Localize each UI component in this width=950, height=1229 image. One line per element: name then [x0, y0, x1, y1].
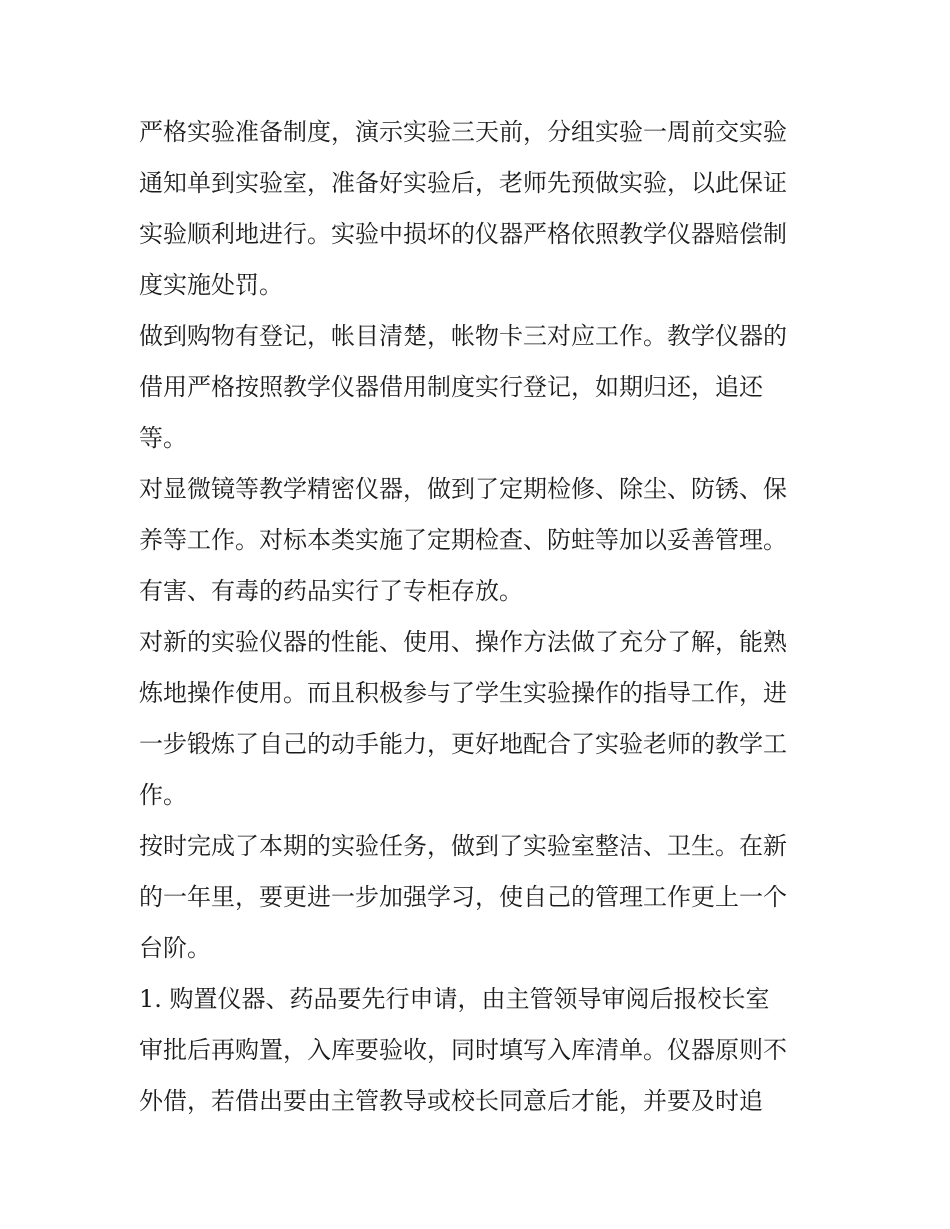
- text-line: 按时完成了本期的实验任务，做到了实验室整洁、卫生。在新: [139, 832, 787, 860]
- text-line: 做到购物有登记，帐目清楚，帐物卡三对应工作。教学仪器的: [139, 322, 787, 350]
- text-line: 作。: [139, 781, 187, 809]
- text-line: 对显微镜等教学精密仪器，做到了定期检修、除尘、防锈、保: [139, 475, 787, 503]
- text-line: 审批后再购置，入库要验收，同时填写入库清单。仪器原则不: [139, 1036, 787, 1064]
- paragraph-task-completion: [139, 821, 819, 974]
- paragraph-new-instruments: [139, 617, 819, 821]
- text-line: 台阶。: [139, 934, 211, 962]
- text-line: 有害、有毒的药品实行了专柜存放。: [139, 577, 523, 605]
- text-line: 等。: [139, 424, 187, 452]
- text-line: 一步锻炼了自己的动手能力，更好地配合了实验老师的教学工: [139, 730, 787, 758]
- text-line: 1. 购置仪器、药品要先行申请，由主管领导审阅后报校长室: [139, 985, 770, 1013]
- text-line: 炼地操作使用。而且积极参与了学生实验操作的指导工作，进: [139, 679, 787, 707]
- paragraph-experiment-preparation: [139, 107, 819, 311]
- paragraph-precision-instruments: [139, 464, 819, 617]
- text-line: 的一年里，要更进一步加强学习，使自己的管理工作更上一个: [139, 883, 787, 911]
- text-line: 度实施处罚。: [139, 271, 283, 299]
- text-line: 对新的实验仪器的性能、使用、操作方法做了充分了解，能熟: [139, 628, 787, 656]
- text-line: 借用严格按照教学仪器借用制度实行登记，如期归还，追还: [139, 373, 763, 401]
- text-line: 严格实验准备制度，演示实验三天前，分组实验一周前交实验: [139, 118, 787, 146]
- paragraph-purchase-records: [139, 311, 819, 464]
- text-line: 通知单到实验室，准备好实验后，老师先预做实验，以此保证: [139, 169, 787, 197]
- text-line: 养等工作。对标本类实施了定期检查、防蛀等加以妥善管理。: [139, 526, 787, 554]
- paragraph-numbered-item-1: [139, 974, 819, 1127]
- text-line: 外借，若借出要由主管教导或校长同意后才能，并要及时追: [139, 1087, 763, 1115]
- text-line: 实验顺利地进行。实验中损坏的仪器严格依照教学仪器赔偿制: [139, 220, 787, 248]
- document-body: [139, 107, 819, 1127]
